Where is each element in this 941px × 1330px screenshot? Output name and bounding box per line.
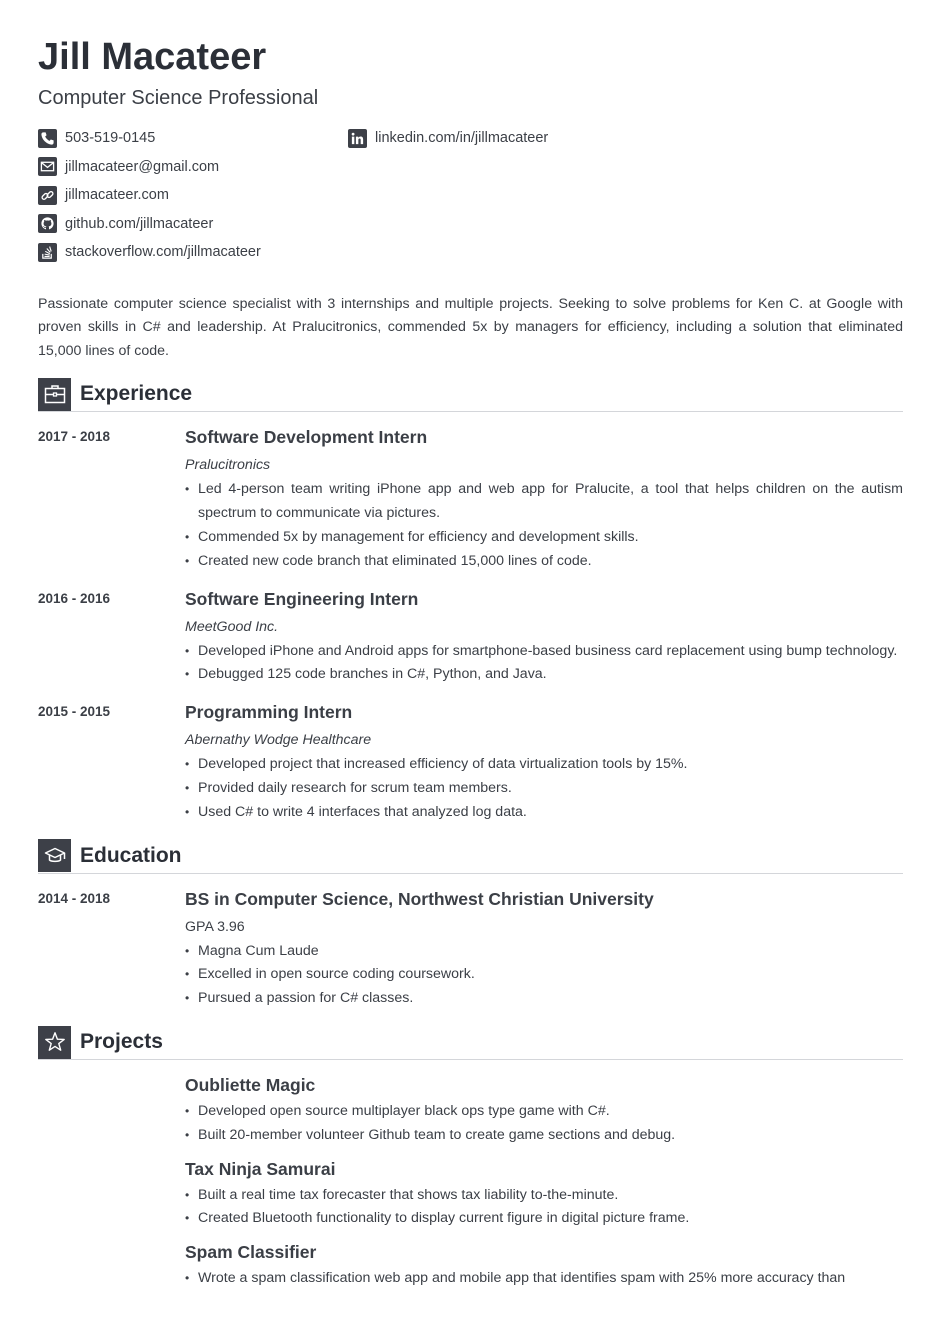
bullet-item: • Created Bluetooth functionality to display current figure in digital picture frame. (185, 1207, 903, 1231)
degree-title: BS in Computer Science, Northwest Christian University (185, 888, 654, 909)
bullet-item: • Excelled in open source coding coursework. (185, 963, 903, 987)
contact-column-right (348, 128, 658, 271)
experience-entry (38, 426, 903, 573)
star-icon (38, 1026, 71, 1059)
experience-entry (38, 588, 903, 688)
bullet-item: • Debugged 125 code branches in C#, Python, and Java. (185, 663, 903, 687)
bullet-list (185, 1100, 903, 1148)
project-title: Spam Classifier (185, 1242, 317, 1263)
project-item (185, 1074, 903, 1148)
projects-entry (38, 1074, 903, 1291)
entry-body (185, 701, 903, 824)
contact-phone (38, 128, 348, 148)
bullet-list (185, 940, 903, 1011)
experience-entry (38, 701, 903, 824)
company-name: Pralucitronics (185, 457, 271, 474)
contact-column-left (38, 128, 348, 271)
entry-dates: 2016 - 2016 (38, 590, 111, 606)
github-text: github.com/jillmacateer (65, 215, 214, 232)
envelope-icon (38, 157, 57, 176)
stackoverflow-icon (38, 243, 57, 262)
project-title: Oubliette Magic (185, 1075, 316, 1096)
bullet-item: • Built a real time tax forecaster that shows tax liability to-the-minute. (185, 1184, 903, 1208)
project-item (185, 1158, 903, 1232)
contact-email (38, 157, 348, 177)
entry-dates: 2015 - 2015 (38, 704, 111, 720)
github-icon (38, 214, 57, 233)
phone-text: 503-519-0145 (65, 130, 156, 146)
link-icon (38, 186, 57, 205)
entry-body (185, 888, 903, 1011)
entry-dates-empty (38, 1074, 185, 1291)
company-name: MeetGood Inc. (185, 618, 279, 635)
bullet-item: • Used C# to write 4 interfaces that analyzed log data. (185, 801, 903, 825)
linkedin-text: linkedin.com/in/jillmacateer (375, 130, 549, 146)
gpa-text: GPA 3.96 (185, 918, 245, 935)
job-title: Software Development Intern (185, 427, 428, 448)
bullet-item: • Built 20-member volunteer Github team to create game sections and debug. (185, 1124, 903, 1148)
contact-github (38, 214, 348, 234)
entry-body (185, 426, 903, 573)
bullet-item: • Wrote a spam classification web app and mobile app that identifies spam with 25% more accuracy than (185, 1267, 903, 1291)
bullet-item: • Created new code branch that eliminated 15,000 lines of code. (185, 550, 903, 574)
briefcase-icon (38, 378, 71, 411)
project-title: Tax Ninja Samurai (185, 1158, 336, 1179)
contact-block (38, 128, 903, 271)
candidate-name: Jill Macateer (38, 36, 267, 78)
projects-heading: Projects (80, 1030, 163, 1054)
company-name: Abernathy Wodge Healthcare (185, 732, 372, 749)
email-text: jillmacateer@gmail.com (65, 158, 220, 175)
entry-body (185, 588, 903, 688)
bullet-item: • Commended 5x by management for efficiency and development skills. (185, 526, 903, 550)
contact-linkedin (348, 128, 658, 148)
experience-section-header (38, 377, 903, 412)
website-text: jillmacateer.com (65, 187, 169, 204)
entry-dates: 2017 - 2018 (38, 429, 111, 445)
bullet-item: • Provided daily research for scrum team members. (185, 777, 903, 801)
bullet-item: • Developed open source multiplayer black ops type game with C#. (185, 1100, 903, 1124)
experience-heading: Experience (80, 382, 193, 406)
contact-website (38, 185, 348, 205)
entry-dates: 2014 - 2018 (38, 890, 111, 906)
graduation-cap-icon (38, 839, 71, 872)
phone-icon (38, 129, 57, 148)
entry-body (185, 1074, 903, 1291)
bullet-list (185, 1184, 903, 1232)
bullet-list (185, 640, 903, 688)
bullet-item: • Pursued a passion for C# classes. (185, 987, 903, 1011)
summary-paragraph: Passionate computer science specialist with 3 internships and multiple projects. Seeking to solve problems for Ken C. at Google with proven skills in C# and leadership. At Pralucitronics, commended 5x by managers for efficiency, including a solution that eliminated 15,000 lines of code. (38, 295, 903, 359)
bullet-item: • Developed iPhone and Android apps for smartphone-based business card replacement using bump technology. (185, 640, 903, 664)
bullet-list (185, 478, 903, 573)
linkedin-icon (348, 129, 367, 148)
bullet-list (185, 753, 903, 824)
contact-stackoverflow (38, 242, 348, 262)
job-title: Software Engineering Intern (185, 588, 419, 609)
job-title: Programming Intern (185, 702, 353, 723)
projects-section-header (38, 1025, 903, 1060)
candidate-title: Computer Science Professional (38, 87, 319, 109)
bullet-item: • Magna Cum Laude (185, 940, 903, 964)
bullet-list (185, 1267, 903, 1291)
bullet-item: • Led 4-person team writing iPhone app and web app for Pralucite, a tool that helps children on the autism spectrum to communicate via pictures. (185, 478, 903, 526)
project-item (185, 1241, 903, 1291)
bullet-item: • Developed project that increased efficiency of data virtualization tools by 15%. (185, 753, 903, 777)
education-heading: Education (80, 843, 182, 867)
education-section-header (38, 839, 903, 874)
education-entry (38, 888, 903, 1011)
stackoverflow-text: stackoverflow.com/jillmacateer (65, 244, 261, 261)
